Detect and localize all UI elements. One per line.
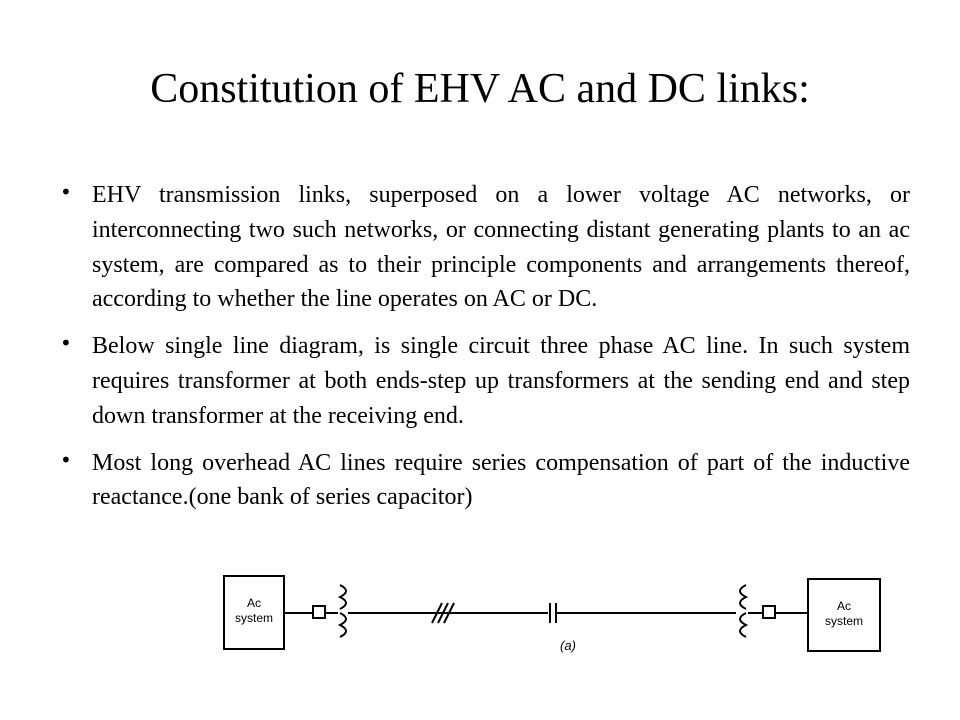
- left-breaker-icon: [313, 606, 325, 618]
- single-line-diagram: [218, 555, 918, 665]
- left-box-label-line1: Ac: [246, 596, 262, 610]
- slide-title: Constitution of EHV AC and DC links:: [150, 66, 810, 112]
- right-transformer-icon: [740, 585, 746, 637]
- bullet-icon: •: [60, 331, 72, 356]
- bullet-list: [60, 178, 910, 527]
- bullet-text: EHV transmission links, superposed on a lower voltage AC networks, or interconnecting two such networks, or connecting distant generating plants to an ac system, are compared as to their principle components and arrangements thereof, according to whether the line operates on AC or DC.: [92, 182, 910, 313]
- bullet-item: [60, 178, 910, 317]
- right-box-label-line1: Ac: [836, 599, 852, 613]
- left-box-label-line2: system: [234, 611, 274, 625]
- right-breaker-icon: [763, 606, 775, 618]
- diagram-caption: (a): [560, 638, 576, 653]
- bullet-item: [60, 329, 910, 433]
- bullet-text: Most long overhead AC lines require series compensation of part of the inductive reactance.(one bank of series capacitor): [92, 449, 910, 511]
- bullet-icon: •: [60, 447, 72, 472]
- bullet-text: Below single line diagram, is single circuit three phase AC line. In such system requires transformer at both ends-step up transformers at the sending end and step down transformer at the receiving end.: [92, 333, 910, 429]
- bullet-item: [60, 446, 910, 516]
- bullet-icon: •: [60, 180, 72, 204]
- left-transformer-icon: [340, 585, 346, 637]
- right-box-label-line2: system: [824, 614, 864, 628]
